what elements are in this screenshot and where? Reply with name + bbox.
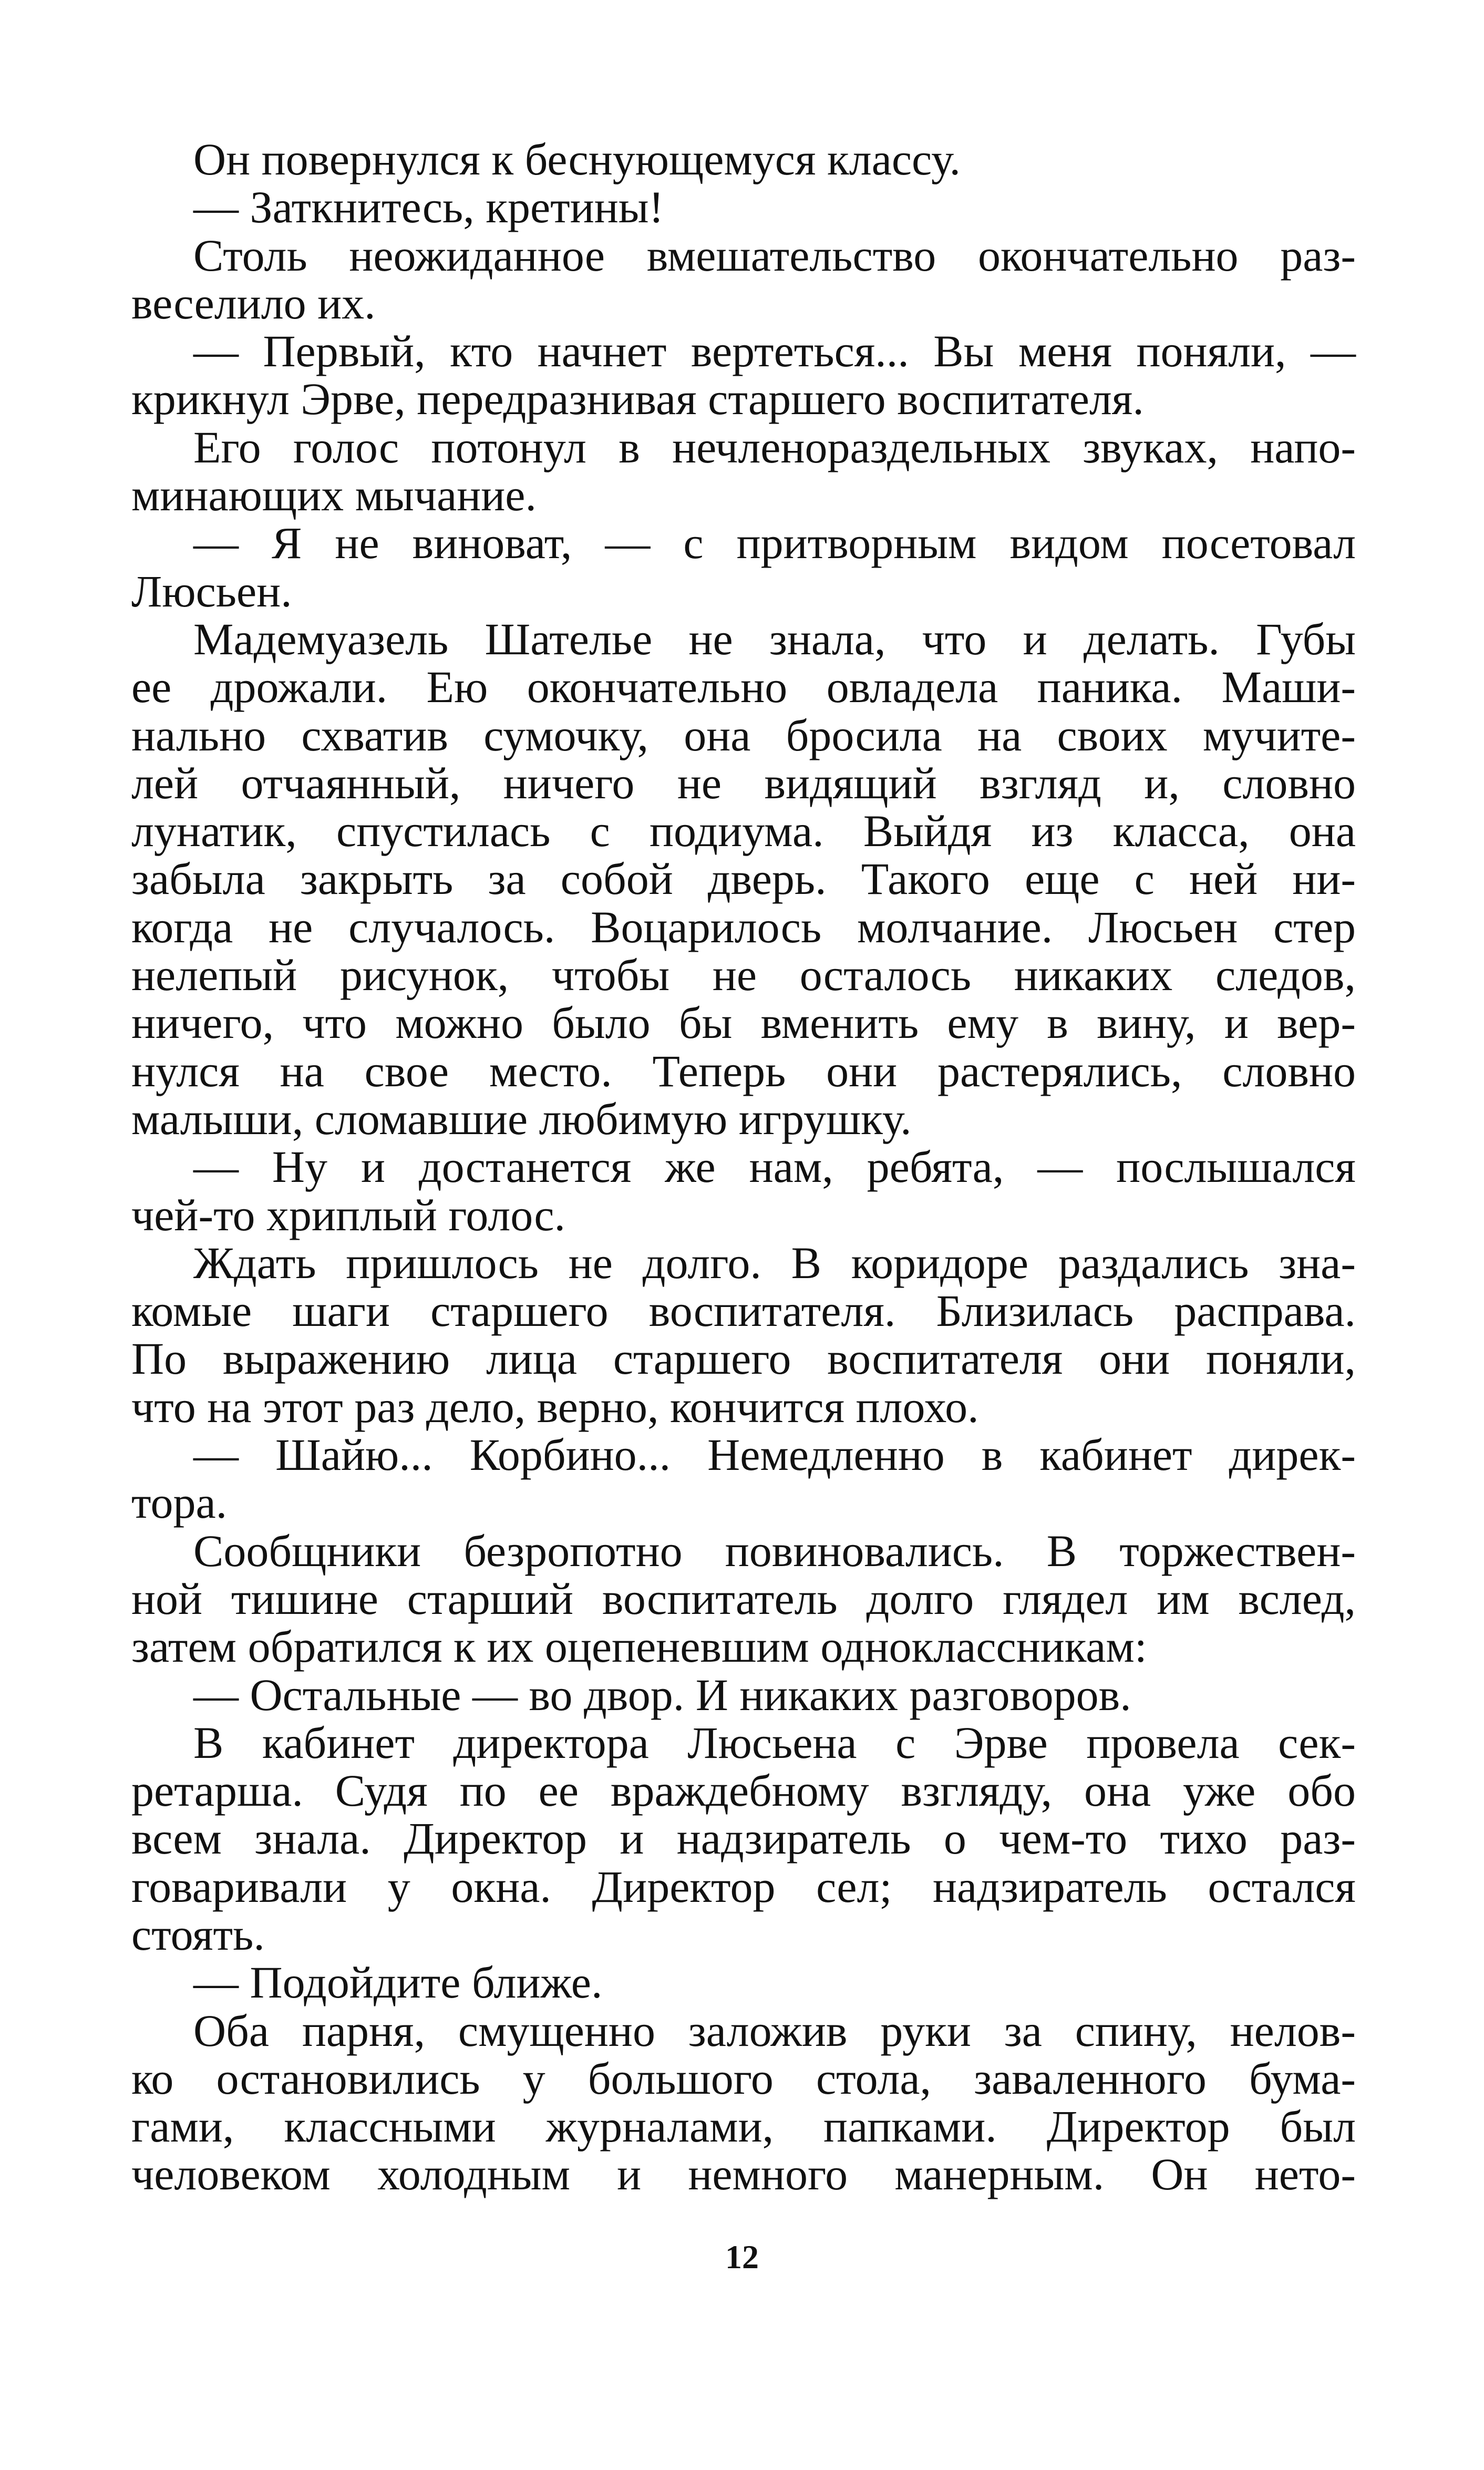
- text-line: лей отчаянный, ничего не видящий взгляд и, словно: [131, 757, 1356, 808]
- text-line: веселило их.: [131, 277, 376, 328]
- text-line: Ждать пришлось не долго. В коридоре раздались зна-: [193, 1237, 1356, 1288]
- text-line: — Я не виноват, — с притворным видом посетовал: [193, 518, 1356, 569]
- text-line: — Ну и достанется же нам, ребята, — послышался: [193, 1141, 1356, 1192]
- text-line: Оба парня, смущенно заложив руки за спину, нелов-: [193, 2005, 1356, 2056]
- text-line: крикнул Эрве, передразнивая старшего воспитателя.: [131, 374, 1144, 425]
- text-line: нелепый рисунок, чтобы не осталось никаких следов,: [131, 950, 1356, 1001]
- text-line: В кабинет директора Люсьена с Эрве провела сек-: [193, 1717, 1356, 1768]
- text-line: Сообщники безропотно повиновались. В торжествен-: [193, 1525, 1356, 1576]
- text-line: ее дрожали. Ею окончательно овладела паника. Маши-: [131, 662, 1356, 713]
- text-line: чей-то хриплый голос.: [131, 1189, 566, 1240]
- text-line: ретарша. Судя по ее враждебному взгляду, она уже обо: [131, 1765, 1356, 1816]
- text-line: — Шайю... Корбино... Немедленно в кабинет дирек-: [193, 1429, 1356, 1480]
- text-line: ной тишине старший воспитатель долго глядел им вслед,: [131, 1573, 1356, 1624]
- text-line: говаривали у окна. Директор сел; надзиратель остался: [131, 1861, 1356, 1912]
- text-line: забыла закрыть за собой дверь. Такого еще с ней ни-: [131, 853, 1356, 904]
- text-line: минающих мычание.: [131, 470, 537, 521]
- text-line: Столь неожиданное вмешательство окончательно раз-: [193, 230, 1356, 281]
- text-line: Его голос потонул в нечленораздельных звуках, напо-: [193, 421, 1356, 472]
- text-line: человеком холодным и немного манерным. Он нето-: [131, 2149, 1356, 2200]
- text-line: затем обратился к их оцепеневшим одноклассникам:: [131, 1621, 1147, 1672]
- text-line: лунатик, спустилась с подиума. Выйдя из класса, она: [131, 806, 1356, 857]
- text-line: стоять.: [131, 1909, 265, 1960]
- text-line: нально схватив сумочку, она бросила на своих мучите-: [131, 709, 1356, 760]
- text-line: Мадемуазель Шателье не знала, что и делать. Губы: [193, 613, 1356, 664]
- text-line: тора.: [131, 1477, 228, 1528]
- text-line: когда не случалось. Воцарилось молчание. Люсьен стер: [131, 901, 1356, 952]
- text-line: всем знала. Директор и надзиратель о чем-то тихо раз-: [131, 1813, 1356, 1864]
- text-line: гами, классными журналами, папками. Директор был: [131, 2101, 1356, 2152]
- text-line: малыши, сломавшие любимую игрушку.: [131, 1093, 912, 1144]
- text-line: комые шаги старшего воспитателя. Близилась расправа.: [131, 1285, 1356, 1336]
- text-line: По выражению лица старшего воспитателя они поняли,: [131, 1333, 1356, 1384]
- text-line: Он повернулся к беснующемуся классу.: [193, 134, 961, 184]
- body-text: [131, 136, 1356, 2199]
- text-line: ничего, что можно было бы вменить ему в вину, и вер-: [131, 997, 1356, 1048]
- text-line: — Остальные — во двор. И никаких разговоров.: [193, 1669, 1131, 1720]
- text-line: — Первый, кто начнет вертеться... Вы меня поняли, —: [193, 326, 1356, 377]
- text-line: что на этот раз дело, верно, кончится плохо.: [131, 1381, 979, 1432]
- text-line: ко остановились у большого стола, заваленного бума-: [131, 2053, 1356, 2104]
- text-line: нулся на свое место. Теперь они растерялись, словно: [131, 1045, 1356, 1096]
- page-number: 12: [725, 2238, 759, 2276]
- text-line: — Подойдите ближе.: [193, 1957, 603, 2008]
- text-line: Люсьен.: [131, 565, 292, 616]
- text-line: — Заткнитесь, кретины!: [193, 182, 664, 233]
